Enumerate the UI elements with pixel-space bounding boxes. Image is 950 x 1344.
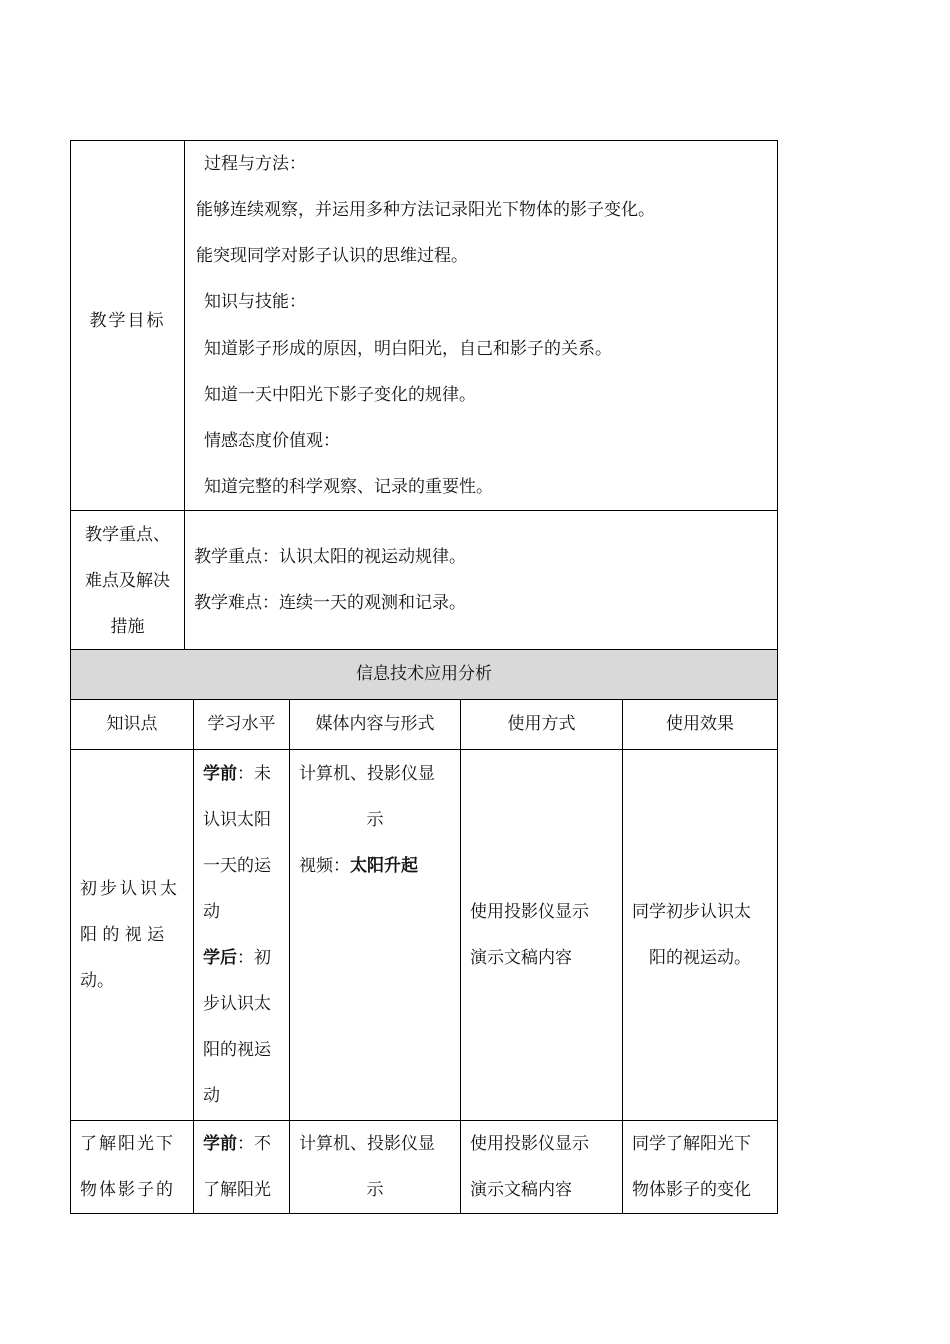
objective-line: 知道完整的科学观察、记录的重要性。 [204,477,493,497]
effect-line: 同学了解阳光下 [632,1134,751,1154]
level-before [203,1133,271,1155]
media-video-title: 太阳升起 [350,856,418,876]
knowledge-line: 物体影子的 [80,1180,175,1200]
usage-line: 使用投影仪显示 [470,902,589,922]
knowledge-line: 初步认识太 [80,879,180,899]
level-line: 步认识太 [203,994,271,1014]
knowledge-line: 阳 的 视 运 [80,925,165,945]
column-header-effect: 使用效果 [666,714,734,734]
media-line: 计算机、投影仪显 [299,1134,435,1154]
level-line: 动 [203,902,220,922]
media-video [299,855,418,877]
level-line: 认识太阳 [203,810,271,830]
key-points-label-line: 措施 [110,617,145,637]
objective-line: 情感态度价值观： [204,431,340,451]
column-header-usage: 使用方式 [507,714,576,734]
level-before [203,763,271,785]
column-header-level: 学习水平 [207,714,276,734]
column-header-media: 媒体内容与形式 [315,714,435,734]
objective-line: 知道影子形成的原因，明白阳光，自己和影子的关系。 [204,339,612,359]
objective-line: 能够连续观察，并运用多种方法记录阳光下物体的影子变化。 [196,200,655,220]
row-divider [70,1120,777,1121]
col-divider [289,699,290,1214]
key-points-label-line: 难点及解决 [85,571,170,591]
knowledge-line: 动。 [80,971,114,991]
effect-line: 阳的视运动。 [649,948,751,968]
objectives-label: 教学目标 [89,311,166,331]
key-point-line: 教学难点：连续一天的观测和记录。 [194,593,466,613]
media-line: 示 [366,810,384,830]
level-before-label: 学前 [203,1134,237,1154]
level-line: 一天的运 [203,856,271,876]
effect-line: 物体影子的变化 [632,1180,751,1200]
column-header-knowledge: 知识点 [106,714,158,734]
usage-line: 演示文稿内容 [470,948,572,968]
media-video-label: 视频： [299,856,350,876]
level-line: 动 [203,1086,220,1106]
knowledge-line: 了解阳光下 [80,1134,175,1154]
usage-line: 使用投影仪显示 [470,1134,589,1154]
section-title: 信息技术应用分析 [356,664,492,684]
objective-line: 能突现同学对影子认识的思维过程。 [196,246,468,266]
level-after [203,947,271,969]
level-after-text: ：初 [237,948,271,968]
objective-line: 过程与方法： [204,154,306,174]
level-line: 阳的视运 [203,1040,271,1060]
level-line: 了解阳光 [203,1180,271,1200]
effect-line: 同学初步认识太 [632,902,751,922]
level-after-label: 学后 [203,948,237,968]
usage-line: 演示文稿内容 [470,1180,572,1200]
level-before-label: 学前 [203,764,237,784]
media-line: 计算机、投影仪显 [299,764,435,784]
row-divider [70,699,777,700]
media-line: 示 [366,1180,384,1200]
key-points-label-line: 教学重点、 [85,525,170,545]
level-before-text: ：未 [237,764,271,784]
col-divider [460,699,461,1214]
key-point-line: 教学重点：认识太阳的视运动规律。 [194,547,466,567]
objective-line: 知道一天中阳光下影子变化的规律。 [204,385,476,405]
objective-line: 知识与技能： [204,292,306,312]
col-divider [193,699,194,1214]
level-before-text: ：不 [237,1134,271,1154]
row-divider [70,749,777,750]
row-divider [70,510,777,511]
col-divider [184,140,185,650]
